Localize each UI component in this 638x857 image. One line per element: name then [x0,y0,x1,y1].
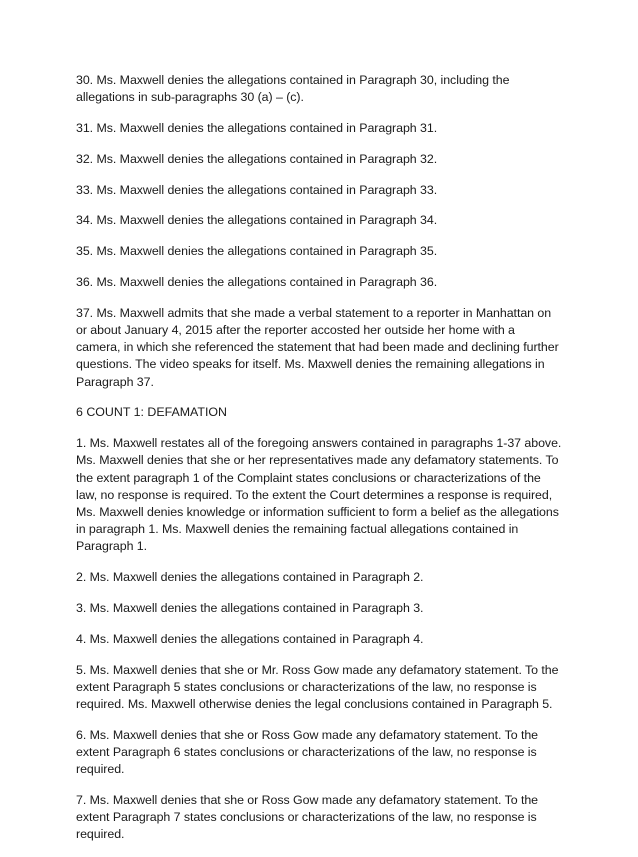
count-paragraph-1: 1. Ms. Maxwell restates all of the foregoing answers contained in paragraphs 1-37 above. Ms. Maxwell denies that she or her representatives made any defamatory statements. To the extent paragraph 1 of the Complaint states conclusions or characterizations of the law, no response is required. To the extent the Court determines a response is required, Ms. Maxwell denies knowledge or information sufficient to form a belief as the allegations in paragraph 1. Ms. Maxwell denies the remaining factual allegations contained in Paragraph 1. [76,436,562,554]
count-paragraph-3: 3. Ms. Maxwell denies the allegations contained in Paragraph 3. [76,601,424,615]
paragraph-34: 34. Ms. Maxwell denies the allegations contained in Paragraph 34. [76,213,438,228]
count-paragraph-7: 7. Ms. Maxwell denies that she or Ross Gow made any defamatory statement. To the extent Paragraph 7 states conclusions or characterizations of the law, no response is required. [76,793,539,842]
paragraph-33: 33. Ms. Maxwell denies the allegations contained in Paragraph 33. [76,182,438,197]
count-paragraph-6: 6. Ms. Maxwell denies that she or Ross Gow made any defamatory statement. To the extent Paragraph 6 states conclusions or characterizations of the law, no response is required. [76,727,539,777]
paragraph-37: 37. Ms. Maxwell admits that she made a verbal statement to a reporter in Manhattan on or about January 4, 2015 after the reporter accosted her outside her home with a camera, in which she referenced the statement that had been made and declining further questions. The video speaks for itself. Ms. Maxwell denies the remaining allegations in Paragraph 37. [76,305,559,389]
count-paragraph-5: 5. Ms. Maxwell denies that she or Mr. Ross Gow made any defamatory statement. To the extent Paragraph 5 states conclusions or characterizations of the law, no response is required. Ms. Maxwell otherwise denies the legal conclusions contained in Paragraph 5. [76,662,559,711]
paragraph-30: 30. Ms. Maxwell denies the allegations contained in Paragraph 30, including the allegations in sub-paragraphs 30 (a) – (c). [76,73,510,105]
document-page [76,72,562,857]
paragraph-35: 35. Ms. Maxwell denies the allegations contained in Paragraph 35. [76,244,438,259]
section-heading: 6 COUNT 1: DEFAMATION [76,405,228,420]
count-paragraph-2: 2. Ms. Maxwell denies the allegations contained in Paragraph 2. [76,570,424,585]
count-paragraph-4: 4. Ms. Maxwell denies the allegations contained in Paragraph 4. [76,631,424,646]
paragraph-36: 36. Ms. Maxwell denies the allegations contained in Paragraph 36. [76,274,438,289]
paragraph-32: 32. Ms. Maxwell denies the allegations contained in Paragraph 32. [76,151,438,166]
paragraph-31: 31. Ms. Maxwell denies the allegations contained in Paragraph 31. [76,121,438,135]
